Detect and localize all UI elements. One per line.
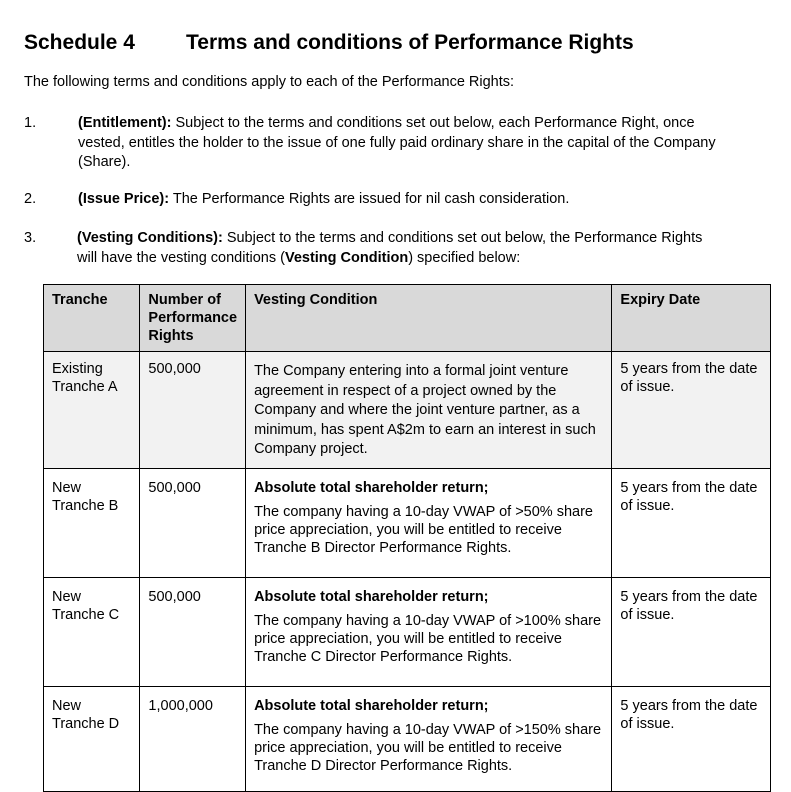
table-row xyxy=(44,352,771,469)
number-cell: 500,000 xyxy=(140,578,246,687)
vesting-text: The company having a 10-day VWAP of >50% share price appreciation, you will be entitled to receive Tranche B Director Performance Rights. xyxy=(254,504,593,556)
table-row xyxy=(44,687,771,792)
intro-paragraph: The following terms and conditions apply to each of the Performance Rights: xyxy=(24,74,515,90)
clause-label: (Vesting Conditions): xyxy=(77,230,223,246)
number-cell: 500,000 xyxy=(140,469,246,578)
vesting-heading: Absolute total shareholder return; xyxy=(254,480,489,496)
table-row xyxy=(44,469,771,578)
expiry-cell: 5 years from the date of issue. xyxy=(612,687,771,792)
header-vesting-condition: Vesting Condition xyxy=(246,285,612,352)
vesting-cell xyxy=(246,352,612,469)
expiry-cell: 5 years from the date of issue. xyxy=(612,469,771,578)
header-number-of-rights: Number of Performance Rights xyxy=(140,285,246,352)
vesting-cell xyxy=(246,469,612,578)
tranche-table xyxy=(43,284,771,792)
vesting-heading: Absolute total shareholder return; xyxy=(254,698,489,714)
page-heading xyxy=(24,31,634,55)
number-cell: 500,000 xyxy=(140,352,246,469)
expiry-cell: 5 years from the date of issue. xyxy=(612,352,771,469)
clause-label: (Issue Price): xyxy=(78,191,170,207)
vesting-cell xyxy=(246,578,612,687)
clause-body xyxy=(77,229,717,268)
table-row xyxy=(44,578,771,687)
clause-number: 2. xyxy=(24,191,37,207)
tranche-cell: Existing Tranche A xyxy=(44,352,140,469)
header-tranche: Tranche xyxy=(44,285,140,352)
clause-bold-term: Vesting Condition xyxy=(284,249,409,266)
schedule-title: Terms and conditions of Performance Rights xyxy=(186,31,634,54)
table-header-row xyxy=(44,285,771,352)
clause-text-end: ) specified below: xyxy=(408,249,521,266)
clause-text: Subject to the terms and conditions set out below, the Performance Rights will have the vesting conditions ( xyxy=(77,230,703,266)
vesting-text: The Company entering into a formal joint venture agreement in respect of a project owned by the Company and where the joint venture partner, as a minimum, has spent A$2m to earn an interest in such Company project. xyxy=(254,363,596,457)
schedule-number: Schedule 4 xyxy=(24,31,135,54)
clause-body xyxy=(78,190,718,210)
vesting-text: The company having a 10-day VWAP of >150% share price appreciation, you will be entitled to receive Tranche D Director Performance Rights. xyxy=(254,722,602,774)
vesting-cell xyxy=(246,687,612,792)
clause-number: 1. xyxy=(24,115,37,131)
header-expiry-date: Expiry Date xyxy=(612,285,771,352)
tranche-cell: New Tranche D xyxy=(44,687,140,792)
clause-text: The Performance Rights are issued for nil cash consideration. xyxy=(169,191,570,207)
clause-number: 3. xyxy=(24,230,37,246)
number-cell: 1,000,000 xyxy=(140,687,246,792)
clause-body xyxy=(78,114,718,173)
vesting-text: The company having a 10-day VWAP of >100% share price appreciation, you will be entitled to receive Tranche C Director Performance Rights. xyxy=(254,613,602,665)
tranche-cell: New Tranche B xyxy=(44,469,140,578)
expiry-cell: 5 years from the date of issue. xyxy=(612,578,771,687)
clause-label: (Entitlement): xyxy=(78,115,172,131)
clause-text: Subject to the terms and conditions set out below, each Performance Right, once vested, entitles the holder to the issue of one fully paid ordinary share in the capital of the Company (Share). xyxy=(78,115,716,170)
tranche-cell: New Tranche C xyxy=(44,578,140,687)
vesting-heading: Absolute total shareholder return; xyxy=(254,589,489,605)
